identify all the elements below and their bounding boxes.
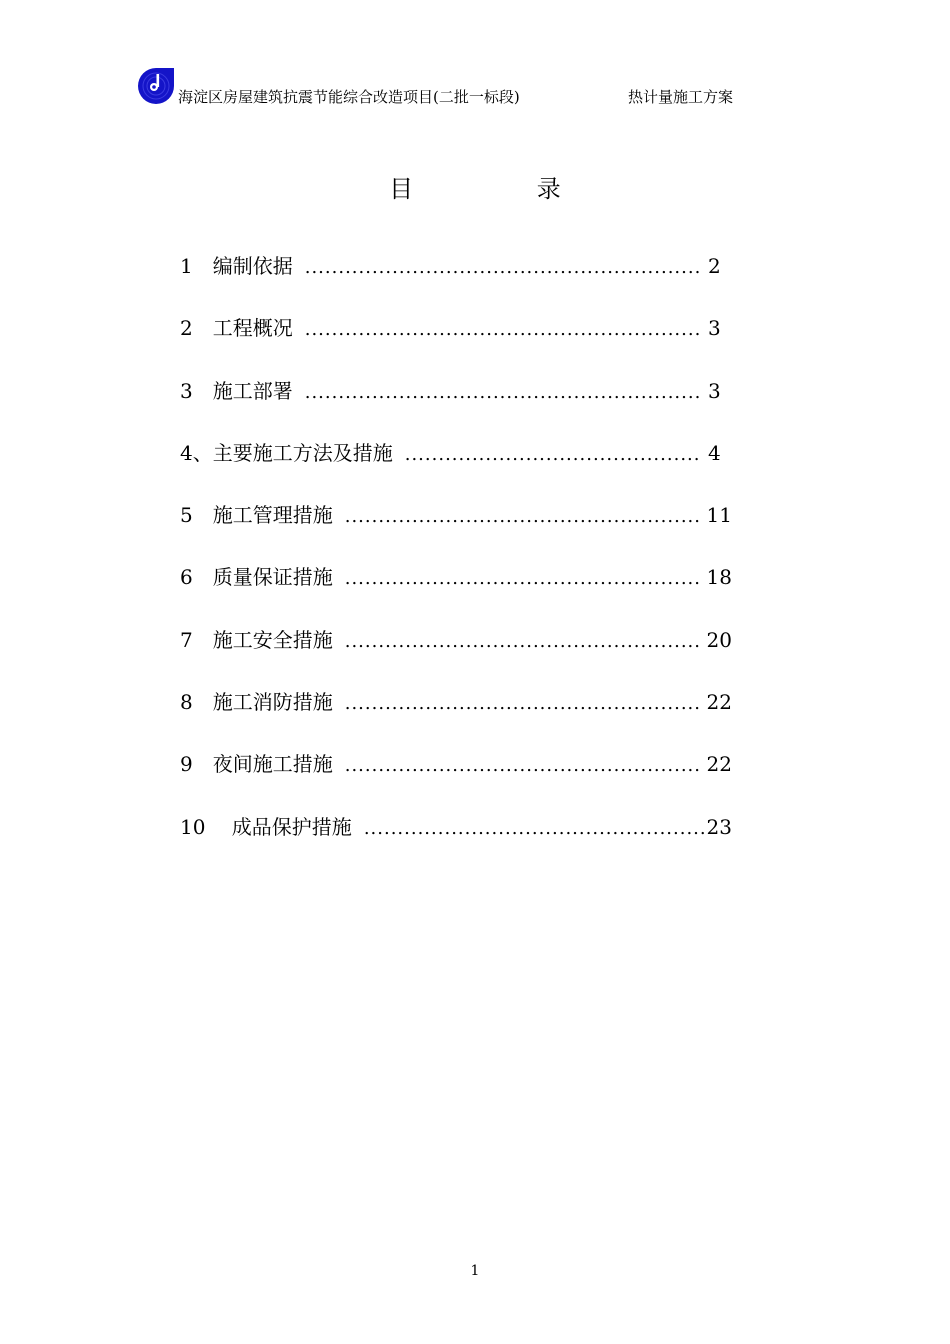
toc-entry[interactable] xyxy=(180,501,732,563)
document-title: 热计量施工方案 xyxy=(628,88,734,106)
page-number: 1 xyxy=(470,1263,480,1279)
toc-leader-dots xyxy=(345,628,699,656)
toc-entry-label: 3 施工部署 xyxy=(180,378,293,403)
toc-entry-page: 3 xyxy=(708,316,721,341)
project-title: 海淀区房屋建筑抗震节能综合改造项目(二批一标段) xyxy=(178,88,520,106)
toc-entry-label: 6 质量保证措施 xyxy=(180,565,333,590)
toc-entry-label: 5 施工管理措施 xyxy=(180,503,333,528)
toc-entry-page: 3 xyxy=(708,378,721,403)
header-divider xyxy=(136,109,756,110)
toc-entry[interactable] xyxy=(180,688,732,750)
toc-entry[interactable] xyxy=(180,563,732,625)
toc-entry[interactable] xyxy=(180,750,732,812)
company-logo-icon xyxy=(136,66,176,106)
toc-entry[interactable] xyxy=(180,626,732,688)
toc-entry-label: 4、主要施工方法及措施 xyxy=(180,440,393,465)
toc-leader-dots xyxy=(345,690,699,718)
toc-entry-label: 7 施工安全措施 xyxy=(180,627,333,652)
toc-heading: 目 录 xyxy=(389,175,619,203)
toc-entry[interactable] xyxy=(180,439,732,501)
toc-leader-dots xyxy=(405,441,700,469)
toc-entry-label: 10 成品保护措施 xyxy=(180,814,352,839)
toc-leader-dots xyxy=(345,752,699,780)
toc-leader-dots xyxy=(345,565,699,593)
toc-entry-label: 9 夜间施工措施 xyxy=(180,752,333,777)
toc-entry-page: 4 xyxy=(708,440,721,465)
toc-leader-dots xyxy=(305,254,700,282)
table-of-contents xyxy=(180,252,732,875)
toc-entry[interactable] xyxy=(180,813,732,875)
toc-entry[interactable] xyxy=(180,252,732,314)
toc-entry-page: 22 xyxy=(706,752,732,777)
toc-leader-dots xyxy=(305,316,700,344)
toc-entry-label: 2 工程概况 xyxy=(180,316,293,341)
toc-entry-page: 20 xyxy=(706,627,732,652)
toc-entry-page: 2 xyxy=(708,254,721,278)
toc-entry-label: 1 编制依据 xyxy=(180,254,293,278)
toc-entry-page: 11 xyxy=(706,503,732,528)
toc-leader-dots xyxy=(305,379,700,407)
toc-entry-page: 18 xyxy=(706,565,732,590)
page-header xyxy=(136,66,776,114)
toc-entry[interactable] xyxy=(180,377,732,439)
toc-leader-dots xyxy=(345,503,699,531)
toc-entry-page: 23 xyxy=(706,814,732,839)
toc-leader-dots xyxy=(364,815,707,843)
toc-entry[interactable] xyxy=(180,314,732,376)
toc-entry-label: 8 施工消防措施 xyxy=(180,690,333,715)
toc-entry-page: 22 xyxy=(706,690,732,715)
